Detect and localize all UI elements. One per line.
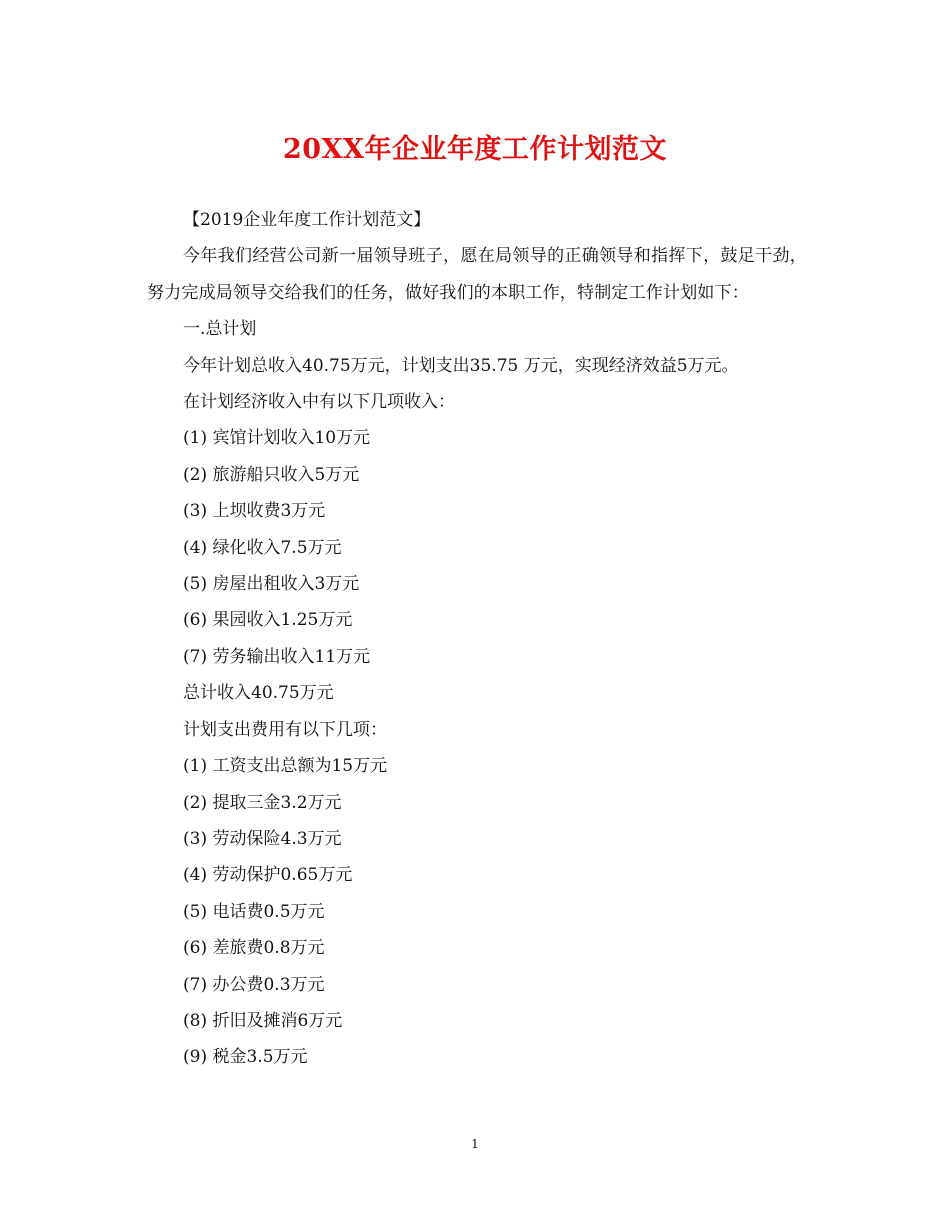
list-item: (1) 宾馆计划收入10万元 <box>183 428 371 449</box>
document-body <box>147 202 807 1076</box>
list-item: (2) 旅游船只收入5万元 <box>183 464 360 485</box>
list-item: (7) 办公费0.3万元 <box>183 974 325 995</box>
list-item: (4) 绿化收入7.5万元 <box>183 537 342 558</box>
section-heading: 一.总计划 <box>183 319 257 340</box>
income-list <box>147 420 807 675</box>
list-item: (5) 电话费0.5万元 <box>183 901 325 922</box>
income-total: 总计收入40.75万元 <box>183 683 334 704</box>
list-item: (3) 上坝收费3万元 <box>183 501 326 522</box>
page-number: 1 <box>471 1137 479 1151</box>
list-item: (7) 劳务输出收入11万元 <box>183 646 371 667</box>
expense-intro: 计划支出费用有以下几项： <box>183 719 387 740</box>
list-item: (5) 房屋出租收入3万元 <box>183 574 360 595</box>
list-item: (4) 劳动保护0.65万元 <box>183 865 353 886</box>
list-item: (8) 折旧及摊消6万元 <box>183 1010 343 1031</box>
document-title: 20XX年企业年度工作计划范文 <box>283 134 667 165</box>
summary-paragraph: 今年计划总收入40.75万元，计划支出35.75 万元，实现经济效益5万元。 <box>183 355 739 376</box>
income-intro: 在计划经济收入中有以下几项收入： <box>183 392 455 413</box>
list-item: (1) 工资支出总额为15万元 <box>183 756 388 777</box>
expense-list <box>147 748 807 1076</box>
list-item: (6) 差旅费0.8万元 <box>183 938 325 959</box>
list-item: (6) 果园收入1.25万元 <box>183 610 353 631</box>
list-item: (3) 劳动保险4.3万元 <box>183 828 342 849</box>
intro-paragraph: 今年我们经营公司新一届领导班子，愿在局领导的正确领导和指挥下，鼓足干劲，努力完成局领导交给我们的任务，做好我们的本职工作，特制定工作计划如下： <box>147 246 807 303</box>
list-item: (2) 提取三金3.2万元 <box>183 792 342 813</box>
subtitle: 【2019企业年度工作计划范文】 <box>183 210 431 230</box>
list-item: (9) 税金3.5万元 <box>183 1047 308 1068</box>
